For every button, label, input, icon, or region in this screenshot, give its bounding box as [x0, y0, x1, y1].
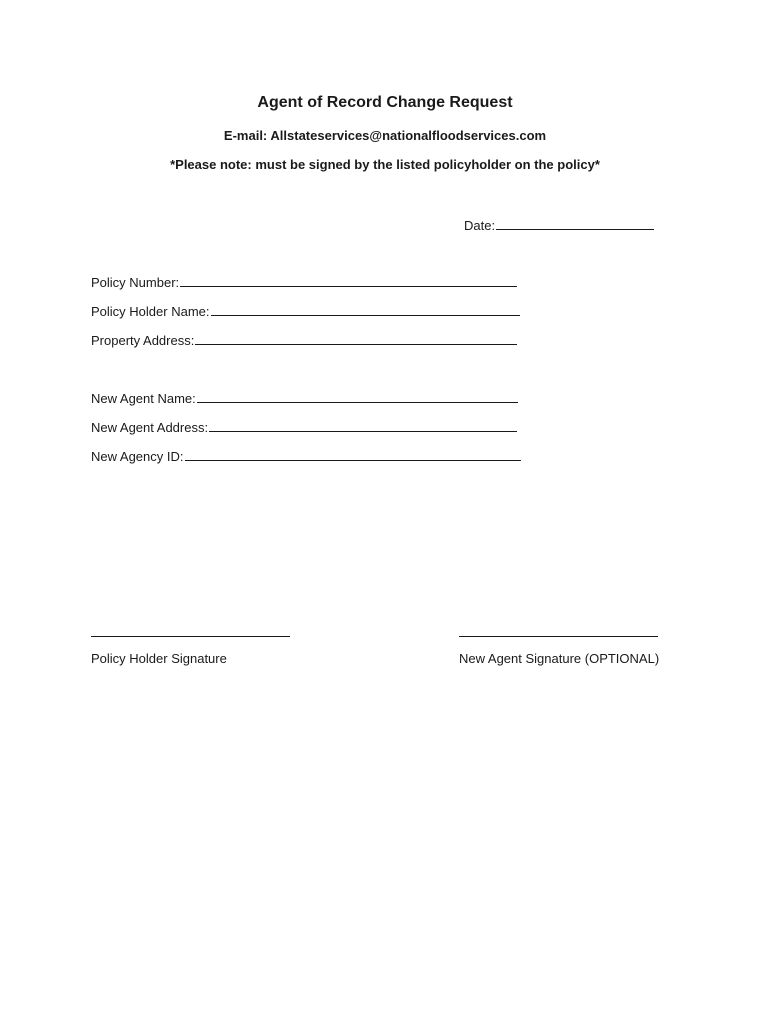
policy-holder-name-field [91, 302, 520, 319]
date-field [464, 216, 654, 233]
policy-holder-name-blank[interactable] [211, 302, 520, 316]
policy-number-label: Policy Number: [91, 275, 180, 290]
signature-note: *Please note: must be signed by the listed policyholder on the policy* [170, 157, 600, 172]
policy-holder-signature-line[interactable] [91, 636, 290, 637]
new-agency-id-label: New Agency ID: [91, 449, 184, 464]
new-agent-address-blank[interactable] [209, 418, 517, 432]
date-blank[interactable] [496, 216, 654, 230]
new-agent-signature-label: New Agent Signature (OPTIONAL) [459, 651, 660, 666]
property-address-blank[interactable] [195, 331, 517, 345]
policy-number-field [91, 273, 517, 290]
new-agent-address-field [91, 418, 517, 435]
property-address-label: Property Address: [91, 333, 195, 348]
policy-holder-name-label: Policy Holder Name: [91, 304, 210, 319]
document-title: Agent of Record Change Request [257, 94, 513, 111]
policy-number-blank[interactable] [180, 273, 517, 287]
new-agency-id-field [91, 447, 521, 464]
new-agent-signature-line[interactable] [459, 636, 658, 637]
new-agent-name-label: New Agent Name: [91, 391, 196, 406]
date-label: Date: [464, 218, 496, 233]
email-line: E-mail: Allstateservices@nationalfloodservices.com [223, 128, 547, 143]
new-agent-name-blank[interactable] [197, 389, 518, 403]
new-agency-id-blank[interactable] [185, 447, 521, 461]
policy-holder-signature-label: Policy Holder Signature [91, 651, 227, 666]
property-address-field [91, 331, 517, 348]
new-agent-address-label: New Agent Address: [91, 420, 209, 435]
new-agent-name-field [91, 389, 518, 406]
